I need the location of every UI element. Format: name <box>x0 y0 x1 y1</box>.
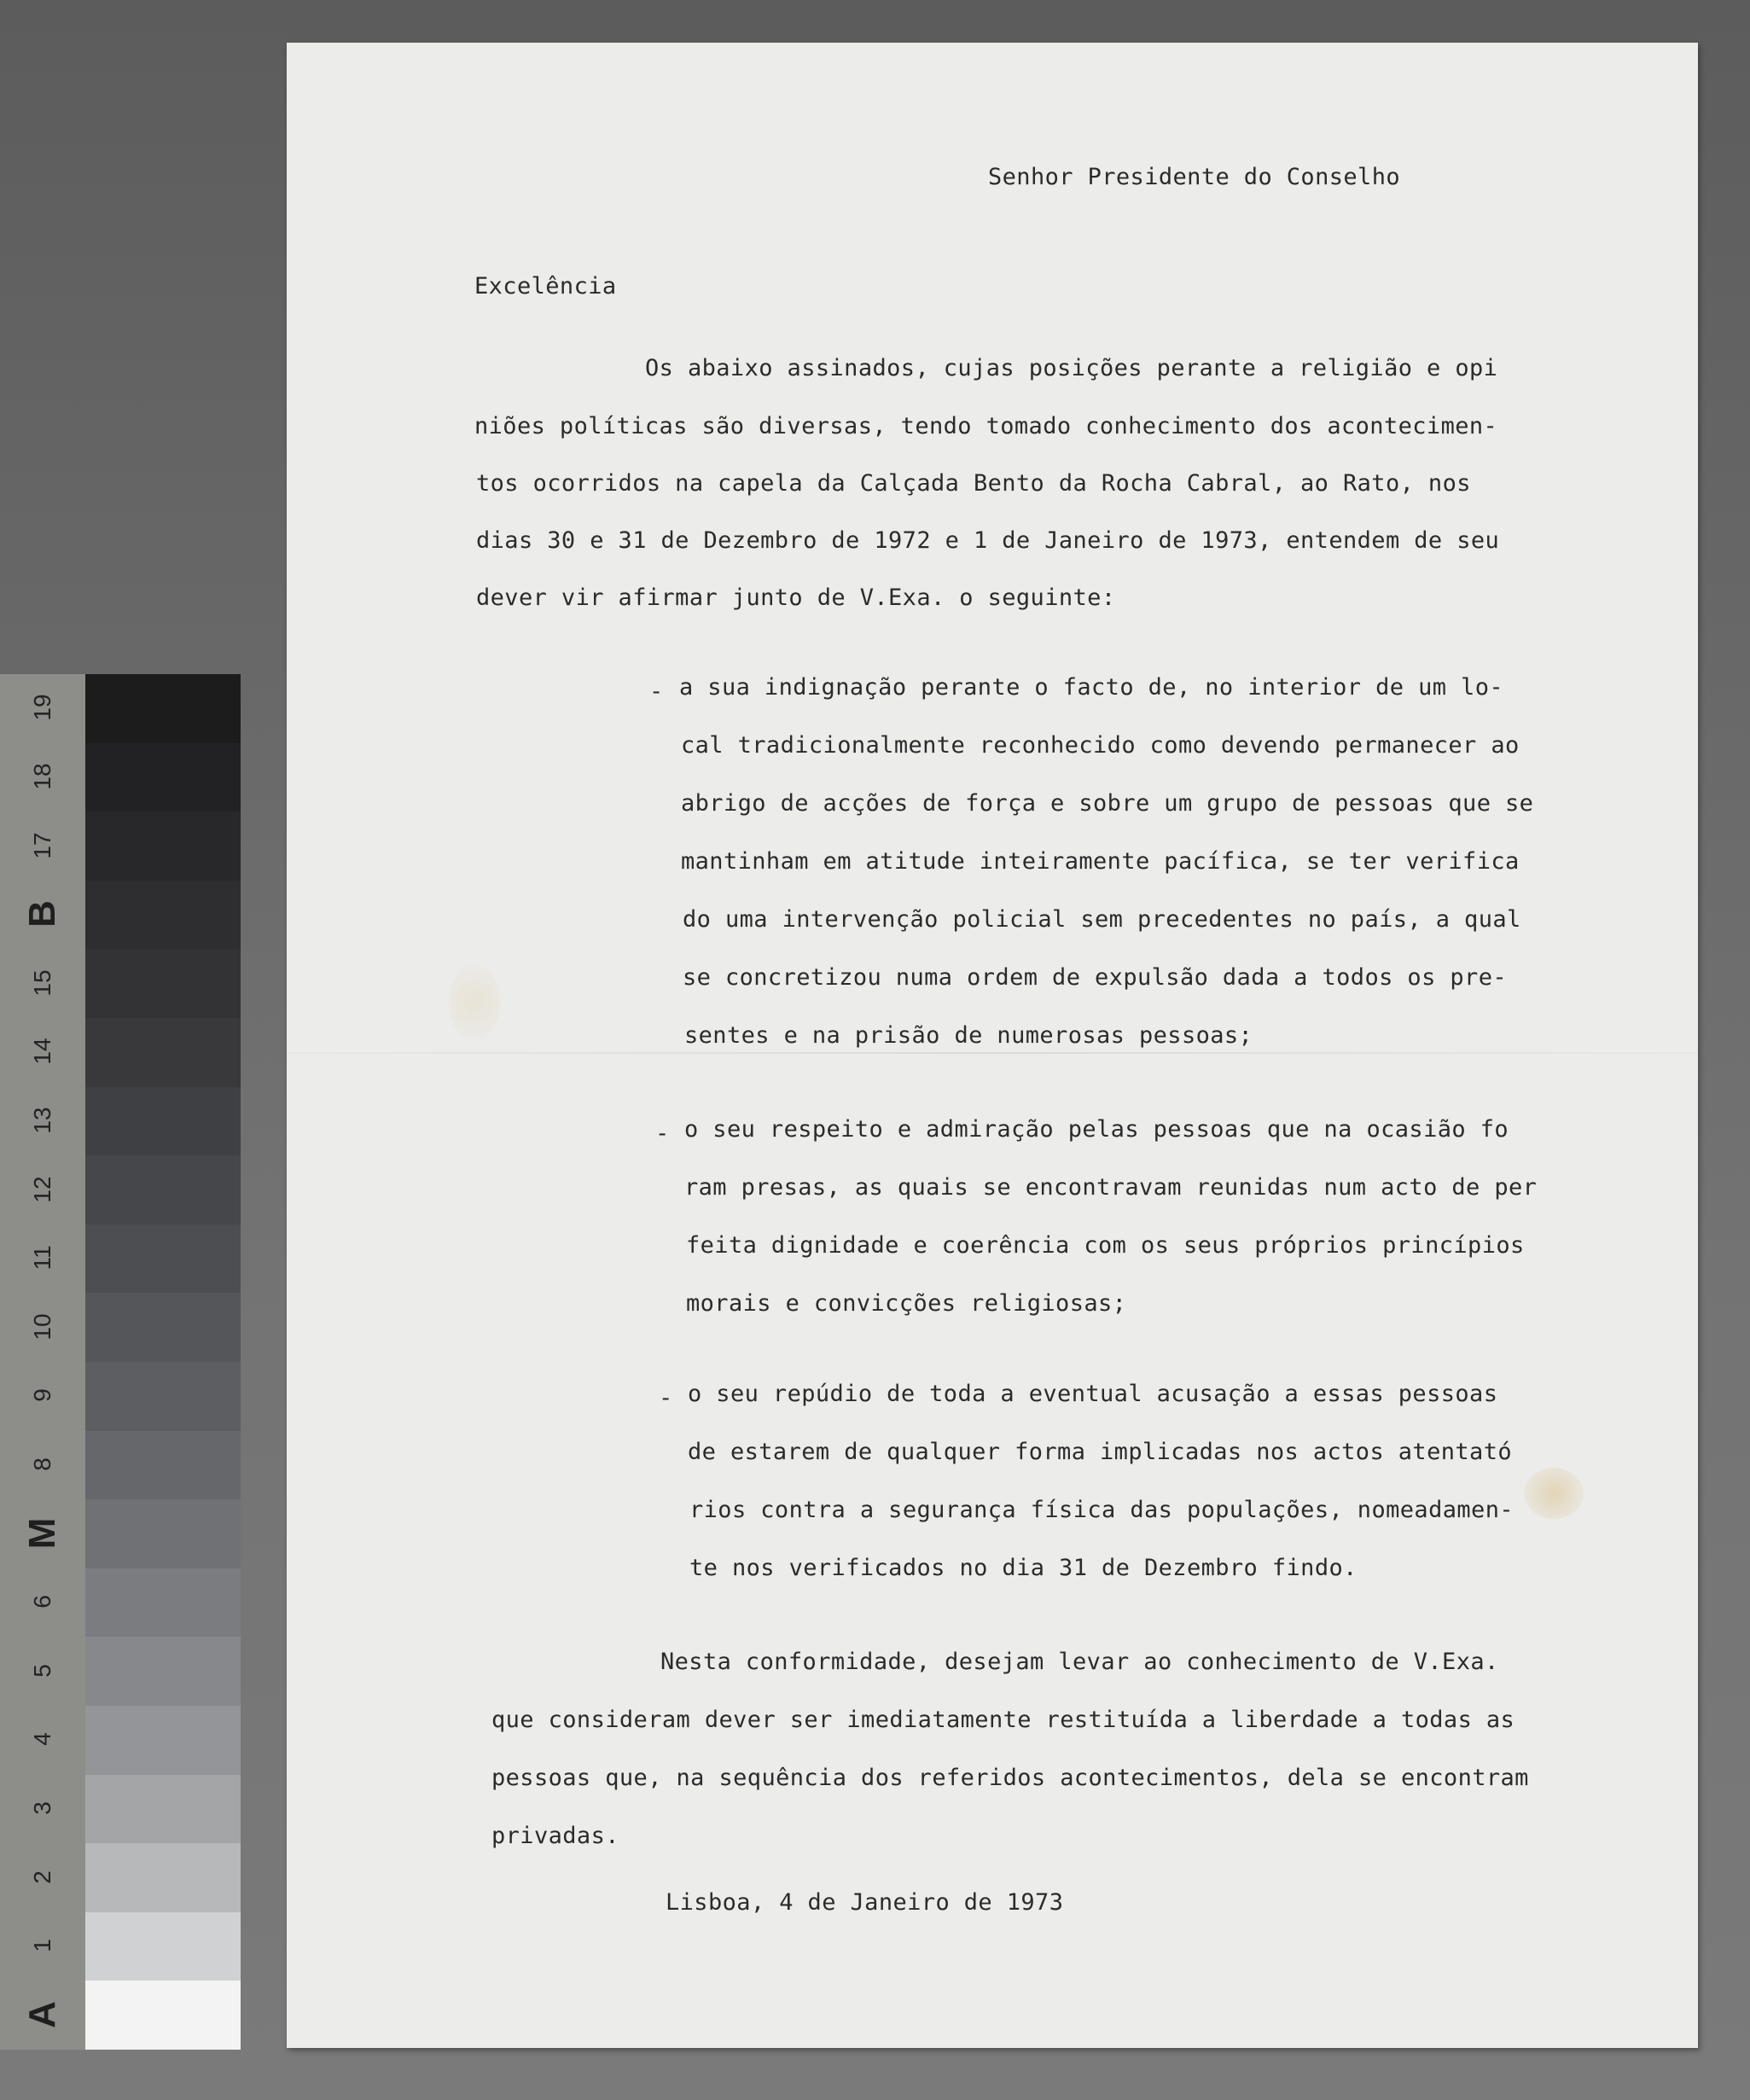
scale-number: 5 <box>29 1663 55 1678</box>
scale-letter: M <box>21 1517 63 1549</box>
scale-color-patch <box>85 1981 241 2050</box>
list-item-line: de estarem de qualquer forma implicadas nos actos atentató <box>688 1439 1513 1465</box>
list-item-line: feita dignidade e coerência com os seus próprios princípios <box>686 1232 1525 1259</box>
scale-color-patch <box>85 1155 241 1225</box>
scale-number: 18 <box>29 763 55 790</box>
list-item-line: o seu repúdio de toda a eventual acusação a essas pessoas <box>688 1381 1498 1407</box>
letter-date: Lisboa, 4 de Janeiro de 1973 <box>666 1889 1064 1916</box>
scale-number: 15 <box>29 969 55 997</box>
scale-color-patch <box>85 811 241 881</box>
scale-color-patch <box>85 1775 241 1844</box>
bullet-dash: - <box>655 1120 670 1147</box>
scale-letter: A <box>21 2000 63 2028</box>
list-item-line: morais e convicções religiosas; <box>686 1290 1127 1317</box>
scale-color-patch <box>85 1431 241 1500</box>
scale-color-patch <box>85 1706 241 1775</box>
letter-salutation: Excelência <box>474 273 617 300</box>
scale-color-patch <box>85 1225 241 1294</box>
list-item-line: abrigo de acções de força e sobre um grupo de pessoas que se <box>681 790 1534 817</box>
scale-color-patch <box>85 1843 241 1912</box>
scale-color-patch <box>85 1637 241 1706</box>
scale-number: 9 <box>29 1388 55 1403</box>
scale-number: 11 <box>29 1245 55 1271</box>
scale-number: 2 <box>29 1870 55 1884</box>
paragraph-line: pessoas que, na sequência dos referidos acontecimentos, dela se encontram <box>491 1765 1529 1791</box>
scale-color-patch <box>85 1499 241 1568</box>
scale-color-patch <box>85 1568 241 1638</box>
scale-number: 1 <box>29 1939 55 1952</box>
scale-color-patch <box>85 1362 241 1431</box>
paragraph-line: que consideram dever ser imediatamente restituída a liberdade a todas as <box>491 1707 1515 1733</box>
bullet-dash: - <box>659 1385 673 1411</box>
list-item-line: a sua indignação perante o facto de, no interior de um lo- <box>679 674 1504 701</box>
list-item-line: ram presas, as quais se encontravam reunidas num acto de per <box>684 1174 1538 1201</box>
scale-number: 19 <box>29 694 55 721</box>
scale-color-patch <box>85 743 241 812</box>
paragraph-line: niões políticas são diversas, tendo tomado conhecimento dos acontecimen- <box>474 413 1498 439</box>
list-item-line: se concretizou numa ordem de expulsão dada a todos os pre- <box>683 964 1508 991</box>
list-item-line: rios contra a segurança física das populações, nomeadamen- <box>689 1497 1515 1523</box>
bullet-dash: - <box>649 678 664 705</box>
scale-number: 13 <box>29 1107 55 1134</box>
paragraph-line: dias 30 e 31 de Dezembro de 1972 e 1 de Janeiro de 1973, entendem de seu <box>476 527 1500 554</box>
scale-number: 3 <box>29 1801 55 1815</box>
scale-color-patch <box>85 1018 241 1087</box>
paper-stain <box>1524 1468 1584 1519</box>
paragraph-line: Nesta conformidade, desejam levar ao conhecimento de V.Exa. <box>660 1649 1499 1675</box>
scale-color-patch <box>85 1293 241 1362</box>
scale-number: 17 <box>29 831 55 859</box>
paper-fold <box>287 1052 1698 1054</box>
paragraph-line: privadas. <box>491 1823 619 1849</box>
scale-color-patch <box>85 881 241 950</box>
scale-letter: B <box>21 900 63 928</box>
list-item-line: mantinham em atitude inteiramente pacífica, se ter verifica <box>681 848 1520 875</box>
letter-address: Senhor Presidente do Conselho <box>988 164 1401 190</box>
paper-stain <box>449 964 500 1041</box>
color-calibration-scale <box>0 674 241 2050</box>
list-item-line: te nos verificados no dia 31 de Dezembro findo. <box>689 1555 1358 1581</box>
paragraph-line: dever vir afirmar junto de V.Exa. o seguinte: <box>476 585 1116 611</box>
list-item-line: sentes e na prisão de numerosas pessoas; <box>684 1022 1253 1049</box>
scale-patch-strip <box>85 674 241 2050</box>
scale-color-patch <box>85 674 241 743</box>
list-item-line: do uma intervenção policial sem precedentes no país, a qual <box>683 906 1521 933</box>
scale-color-patch <box>85 949 241 1018</box>
list-item-line: cal tradicionalmente reconhecido como devendo permanecer ao <box>681 732 1520 759</box>
scale-number: 12 <box>29 1175 55 1203</box>
letter-page <box>287 43 1698 2048</box>
scale-number: 4 <box>29 1732 55 1747</box>
paragraph-line: tos ocorridos na capela da Calçada Bento da Rocha Cabral, ao Rato, nos <box>476 470 1471 497</box>
scale-number: 8 <box>29 1457 55 1471</box>
scale-number: 14 <box>29 1038 55 1065</box>
scale-number: 10 <box>29 1313 55 1341</box>
scale-color-patch <box>85 1087 241 1156</box>
scale-number-strip <box>0 674 85 2050</box>
scale-color-patch <box>85 1912 241 1981</box>
paragraph-line: Os abaixo assinados, cujas posições perante a religião e opi <box>645 355 1498 381</box>
list-item-line: o seu respeito e admiração pelas pessoas que na ocasião fo <box>684 1116 1509 1143</box>
scale-number: 6 <box>29 1595 55 1608</box>
